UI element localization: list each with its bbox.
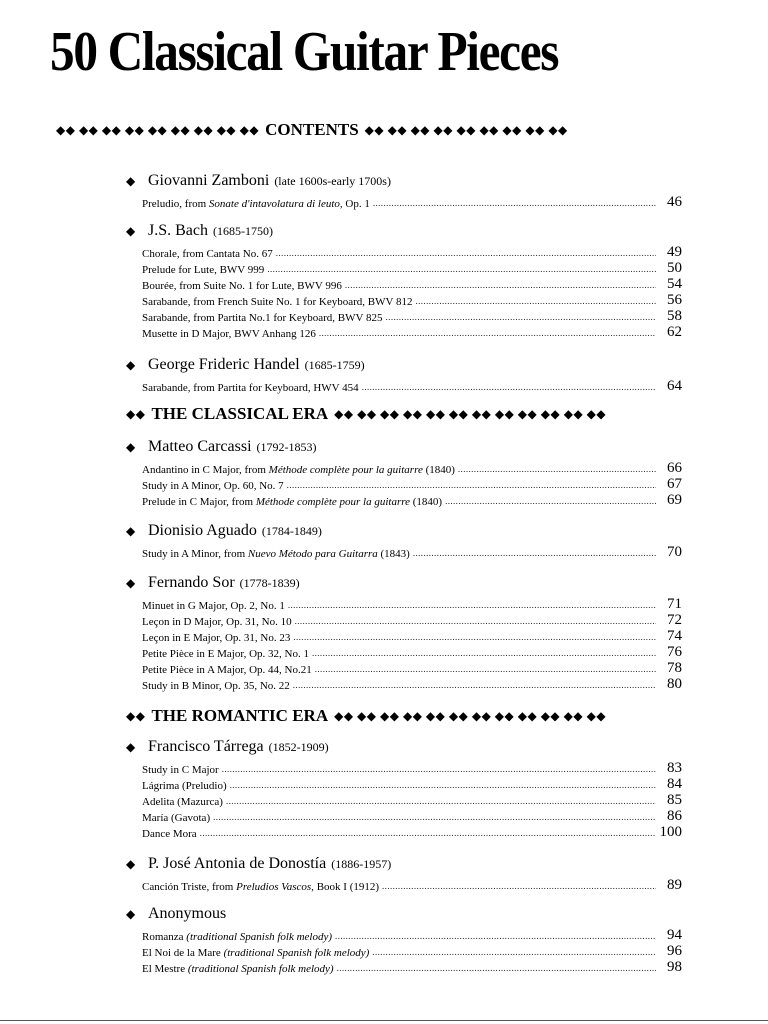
dot-leader	[287, 480, 656, 490]
toc-entry	[142, 760, 682, 776]
page-number: 69	[667, 492, 682, 508]
piece-title-italic: Nuevo Método para Guitarra	[247, 548, 378, 560]
diamond-ornament-left: ◆◆	[126, 406, 146, 421]
composer-name: Fernando Sor	[148, 574, 235, 591]
dot-leader	[373, 198, 656, 208]
piece-title-text: Study in C Major	[142, 764, 219, 776]
composer-name: Francisco Tárrega	[148, 738, 264, 755]
diamond-bullet-icon: ◆	[126, 174, 136, 188]
page-number: 56	[667, 292, 682, 308]
dot-leader	[458, 464, 656, 474]
composer-heading	[126, 574, 682, 596]
page-number: 49	[667, 244, 682, 260]
composer-heading	[126, 172, 682, 194]
diamond-bullet-icon: ◆	[126, 358, 136, 372]
dot-leader	[226, 796, 656, 806]
piece-title	[142, 600, 285, 612]
piece-title-italic: (traditional Spanish folk melody)	[187, 963, 334, 975]
toc-entry	[142, 308, 682, 324]
dot-leader	[415, 296, 656, 306]
page-number: 66	[667, 460, 682, 476]
diamond-bullet-icon: ◆	[126, 576, 136, 590]
piece-title	[142, 764, 219, 776]
composer-dates: (1792-1853)	[256, 440, 317, 454]
diamond-ornament-left: ◆◆ ◆◆ ◆◆ ◆◆ ◆◆ ◆◆ ◆◆ ◆◆ ◆◆	[56, 122, 260, 137]
piece-title-text: Petite Pièce in A Major, Op. 44, No.21	[142, 664, 312, 676]
dot-leader	[382, 881, 656, 891]
piece-title-text: Prelude for Lute, BWV 999	[142, 264, 265, 276]
dot-leader	[288, 600, 656, 610]
piece-title-italic: (traditional Spanish folk melody)	[223, 947, 370, 959]
piece-title	[142, 616, 292, 628]
page-number: 64	[667, 378, 682, 394]
toc-entry	[142, 808, 682, 824]
composer-dates: (1784-1849)	[261, 524, 322, 538]
dot-leader	[319, 328, 656, 338]
page-number: 100	[659, 824, 682, 840]
dot-leader	[413, 548, 656, 558]
composer-dates: (1852-1909)	[268, 740, 329, 754]
composer-section	[126, 222, 682, 340]
page-number: 76	[667, 644, 682, 660]
piece-title	[142, 312, 383, 324]
diamond-ornament-left: ◆◆	[126, 708, 146, 723]
dot-leader	[222, 764, 656, 774]
piece-title-text: Canción Triste, from	[142, 881, 237, 893]
composer-name: Anonymous	[148, 905, 227, 922]
composer-name: Giovanni Zamboni	[148, 172, 270, 189]
toc-entry	[142, 276, 682, 292]
toc-entry	[142, 660, 682, 676]
toc-entry	[142, 676, 682, 692]
page-number: 62	[667, 324, 682, 340]
dot-leader	[312, 648, 656, 658]
dot-leader	[315, 664, 656, 674]
piece-title	[142, 881, 379, 893]
dot-leader	[295, 616, 656, 626]
toc-entry	[142, 943, 682, 959]
page-number: 70	[667, 544, 682, 560]
piece-title	[142, 828, 197, 840]
bottom-rule	[0, 1020, 768, 1021]
piece-title-text: Leçon in D Major, Op. 31, No. 10	[142, 616, 292, 628]
composer-section	[126, 738, 682, 840]
piece-title	[142, 496, 442, 508]
piece-title	[142, 264, 264, 276]
diamond-bullet-icon: ◆	[126, 224, 136, 238]
piece-title-text: Sarabande, from French Suite No. 1 for Keyboard, BWV 812	[142, 296, 413, 308]
composer-heading	[126, 222, 682, 244]
romantic-era-label: THE ROMANTIC ERA	[151, 706, 329, 725]
page-number: 50	[667, 260, 682, 276]
diamond-bullet-icon: ◆	[126, 907, 136, 921]
piece-title	[142, 812, 210, 824]
piece-title-text: Study in A Minor, Op. 60, No. 7	[142, 480, 284, 492]
dot-leader	[337, 963, 656, 973]
page-number: 74	[667, 628, 682, 644]
classical-era-heading	[126, 404, 606, 424]
composer-section	[126, 574, 682, 692]
toc-entry	[142, 460, 682, 476]
piece-title-text: El Noi de la Mare	[142, 947, 224, 959]
toc-entry	[142, 492, 682, 508]
toc-entry	[142, 544, 682, 560]
piece-title	[142, 328, 316, 340]
page-number: 71	[667, 596, 682, 612]
piece-title	[142, 198, 370, 210]
page-number: 86	[667, 808, 682, 824]
piece-title	[142, 680, 290, 692]
composer-section	[126, 172, 682, 210]
page-number: 96	[667, 943, 682, 959]
contents-label: CONTENTS	[265, 120, 359, 139]
piece-title-text: Leçon in E Major, Op. 31, No. 23	[142, 632, 291, 644]
composer-section	[126, 356, 682, 394]
page-number: 67	[667, 476, 682, 492]
piece-title-text: María (Gavota)	[142, 812, 211, 824]
piece-title	[142, 464, 455, 476]
piece-title-text: El Mestre	[142, 963, 188, 975]
diamond-bullet-icon: ◆	[126, 740, 136, 754]
composer-dates: (1685-1750)	[213, 224, 273, 238]
dot-leader	[230, 780, 656, 790]
dot-leader	[293, 632, 656, 642]
piece-title-text: Sarabande, from Partita for Keyboard, HWV 454	[142, 382, 359, 394]
piece-title	[142, 780, 227, 792]
toc-entry	[142, 244, 682, 260]
page-number: 72	[667, 612, 682, 628]
piece-title-text: Petite Pièce in E Major, Op. 32, No. 1	[142, 648, 309, 660]
romantic-era-heading	[126, 706, 606, 726]
piece-title	[142, 632, 290, 644]
page-number: 84	[667, 776, 682, 792]
composer-heading	[126, 522, 682, 544]
piece-title	[142, 664, 312, 676]
piece-title-text: Preludio, from	[142, 198, 209, 210]
dot-leader	[345, 280, 656, 290]
page-number: 83	[667, 760, 682, 776]
piece-title	[142, 931, 332, 943]
composer-heading	[126, 356, 682, 378]
diamond-bullet-icon: ◆	[126, 440, 136, 454]
composer-name: Matteo Carcassi	[148, 438, 252, 455]
piece-title	[142, 648, 309, 660]
dot-leader	[267, 264, 656, 274]
page-number: 80	[667, 676, 682, 692]
toc-entry	[142, 324, 682, 340]
toc-entry	[142, 792, 682, 808]
composer-heading	[126, 855, 682, 877]
piece-title-suffix: (1840)	[422, 464, 455, 476]
piece-title-italic: Méthode complète pour la guitarre	[268, 464, 423, 476]
piece-title-italic: Sonate d'intavolatura di leuto,	[208, 198, 343, 210]
page-number: 54	[667, 276, 682, 292]
diamond-ornament-right: ◆◆ ◆◆ ◆◆ ◆◆ ◆◆ ◆◆ ◆◆ ◆◆ ◆◆	[364, 122, 568, 137]
toc-entry	[142, 612, 682, 628]
piece-title-italic: (traditional Spanish folk melody)	[186, 931, 333, 943]
piece-title	[142, 296, 412, 308]
diamond-bullet-icon: ◆	[126, 524, 136, 538]
page-number: 58	[667, 308, 682, 324]
piece-title	[142, 382, 359, 394]
dot-leader	[276, 248, 656, 258]
toc-entry	[142, 959, 682, 975]
piece-title-text: Minuet in G Major, Op. 2, No. 1	[142, 600, 285, 612]
piece-title-italic: Méthode complète pour la guitarre	[255, 496, 410, 508]
piece-title-text: Romanza	[142, 931, 187, 943]
piece-title-text: Sarabande, from Partita No.1 for Keyboard, BWV 825	[142, 312, 383, 324]
piece-title-italic: Preludios Vascos,	[236, 881, 314, 893]
contents-heading	[56, 120, 568, 140]
piece-title	[142, 280, 342, 292]
piece-title-suffix: (1840)	[410, 496, 443, 508]
page-number: 46	[667, 194, 682, 210]
diamond-bullet-icon: ◆	[126, 857, 136, 871]
piece-title-text: Bourée, from Suite No. 1 for Lute, BWV 996	[142, 280, 342, 292]
composer-dates: (1778-1839)	[239, 576, 300, 590]
page-number: 78	[667, 660, 682, 676]
piece-title-text: Study in B Minor, Op. 35, No. 22	[142, 680, 290, 692]
piece-title-suffix: Book I (1912)	[313, 881, 380, 893]
page-number: 94	[667, 927, 682, 943]
toc-entry	[142, 260, 682, 276]
classical-era-label: THE CLASSICAL ERA	[151, 404, 329, 423]
composer-name: J.S. Bach	[148, 222, 208, 239]
piece-title-text: Prelude in C Major, from	[142, 496, 256, 508]
composer-heading	[126, 905, 682, 927]
piece-title-text: Lágrima (Preludio)	[142, 780, 227, 792]
diamond-ornament-right: ◆◆ ◆◆ ◆◆ ◆◆ ◆◆ ◆◆ ◆◆ ◆◆ ◆◆ ◆◆ ◆◆ ◆◆	[334, 708, 607, 723]
composer-heading	[126, 738, 682, 760]
piece-title-text: Musette in D Major, BWV Anhang 126	[142, 328, 316, 340]
piece-title	[142, 947, 369, 959]
composer-dates: (late 1600s-early 1700s)	[274, 174, 391, 188]
piece-title	[142, 248, 273, 260]
toc-entry	[142, 378, 682, 394]
composer-dates: (1886-1957)	[331, 857, 392, 871]
piece-title	[142, 963, 334, 975]
composer-dates: (1685-1759)	[304, 358, 365, 372]
toc-entry	[142, 596, 682, 612]
page-number: 85	[667, 792, 682, 808]
composer-name: George Frideric Handel	[148, 356, 300, 373]
page-title: 50 Classical Guitar Pieces	[50, 21, 559, 83]
diamond-ornament-right: ◆◆ ◆◆ ◆◆ ◆◆ ◆◆ ◆◆ ◆◆ ◆◆ ◆◆ ◆◆ ◆◆ ◆◆	[334, 406, 607, 421]
composer-section	[126, 855, 682, 893]
composer-name: Dionisio Aguado	[148, 522, 257, 539]
toc-entry	[142, 644, 682, 660]
dot-leader	[293, 680, 656, 690]
piece-title	[142, 480, 284, 492]
composer-section	[126, 438, 682, 508]
dot-leader	[200, 828, 656, 838]
page-number: 89	[667, 877, 682, 893]
composer-section	[126, 905, 682, 975]
piece-title-text: Study in A Minor, from	[142, 548, 248, 560]
dot-leader	[362, 382, 656, 392]
dot-leader	[335, 931, 656, 941]
piece-title	[142, 796, 223, 808]
toc-entry	[142, 927, 682, 943]
dot-leader	[213, 812, 656, 822]
piece-title-text: Adelita (Mazurca)	[142, 796, 223, 808]
piece-title-text: Chorale, from Cantata No. 67	[142, 248, 273, 260]
composer-name: P. José Antonia de Donostía	[148, 855, 327, 872]
toc-entry	[142, 292, 682, 308]
dot-leader	[445, 496, 656, 506]
piece-title-text: Andantino in C Major, from	[142, 464, 269, 476]
toc-entry	[142, 877, 682, 893]
toc-entry	[142, 194, 682, 210]
piece-title	[142, 548, 410, 560]
toc-entry	[142, 628, 682, 644]
page-number: 98	[667, 959, 682, 975]
piece-title-text: Dance Mora	[142, 828, 197, 840]
composer-section	[126, 522, 682, 560]
toc-entry	[142, 776, 682, 792]
toc-entry	[142, 476, 682, 492]
dot-leader	[372, 947, 656, 957]
composer-heading	[126, 438, 682, 460]
dot-leader	[386, 312, 656, 322]
piece-title-suffix: Op. 1	[342, 198, 370, 210]
piece-title-suffix: (1843)	[377, 548, 410, 560]
toc-entry	[142, 824, 682, 840]
